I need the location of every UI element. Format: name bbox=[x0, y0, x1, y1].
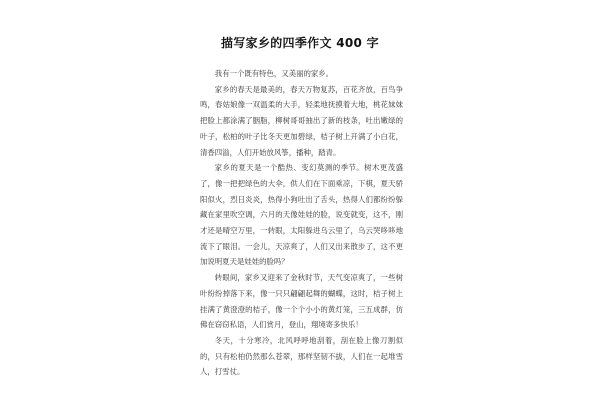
paragraph-spring: 家乡的春天是最美的，春天万物复苏，百花齐放，百鸟争鸣，春姑娘像一双温柔的大手，轻柔地抚摸着大地，桃花妹妹把脸上都涂满了胭脂，柳树哥哥抽出了新的枝条，吐出嫩绿的叶子，松柏的叶子比冬天更加碧绿，桔子树上开满了小白花，清香四溢，人们开始放风筝，播种，踏青。 bbox=[200, 84, 403, 157]
paragraph-winter: 冬天，十分寒冷，北风呼呼地刮着，刮在脸上像刀割似的，只有松柏仍然那么苍翠，那样坚韧不拔，人们在一起堆雪人，打雪仗。 bbox=[200, 335, 403, 377]
document-title: 描写家乡的四季作文 400 字 bbox=[221, 36, 379, 50]
paragraph-summer: 家乡的夏天是一个酷热、变幻莫测的季节。树木更茂盛了，像一把把绿色的大伞，供人们在下面乘凉，下棋，夏天骄阳似火，烈日炎炎，热得小狗吐出了舌头，热得人们都纷纷躲藏在家里吹空调，六月的天像娃娃的脸，说变就变，这不，刚才还是晴空万里，一转眼，太阳躲进乌云里了，乌云哭哆哆地流下了眼泪。一会儿，天凉爽了，人们又出来散步了，这不更加说明夏天是娃娃的脸吗？ bbox=[200, 163, 403, 267]
essay-body bbox=[200, 66, 403, 380]
paragraph-autumn: 转眼间，家乡又迎来了金秋时节，天气变凉爽了，一些树叶纷纷掉落下来，像一只只翩翩起舞的蝴蝶，这时，桔子树上挂满了黄澄澄的桔子，像一个个小小的黄灯笼，三五成群，仿佛在窃窃私语，人们赏月，登山，翔境寄多快乐！ bbox=[200, 273, 403, 330]
paragraph-intro: 我有一个既有特色，又美丽的家乡。 bbox=[214, 69, 334, 78]
